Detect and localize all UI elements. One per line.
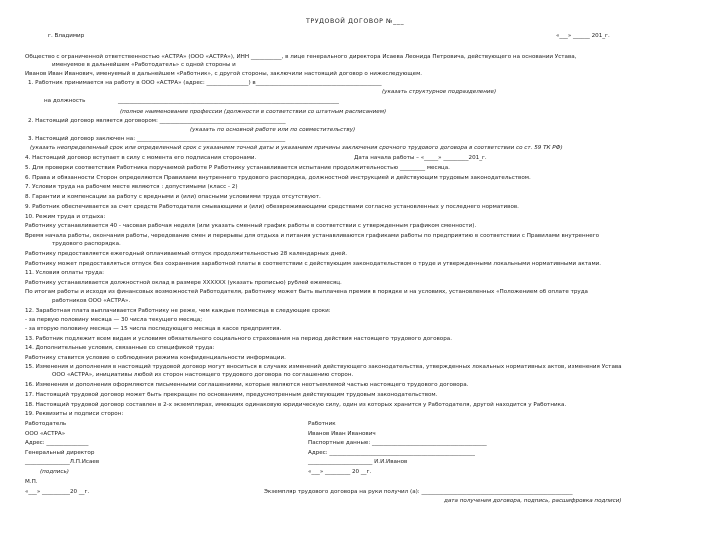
position-hint: (полное наименование профессии (должности в соответствии со штатным расписанием) — [120, 109, 387, 115]
employer-signature: ________________Л.П.Исаев — [25, 459, 100, 465]
document-title: ТРУДОВОЙ ДОГОВОР №___ — [306, 18, 405, 25]
clause-2-hint: (указать по основной работе или по совместительству) — [190, 127, 356, 133]
clause-10-d: Работнику может предоставляться отпуск без сохранения заработной платы в соответствии с действующим законодательством о труде и утвержденными локальными нормативными актами. — [25, 261, 602, 267]
clause-10-c: Работнику предоставляется ежегодный оплачиваемый отпуск продолжительностью 28 календарных дней. — [25, 251, 348, 257]
employer-director: Генеральный директор — [25, 450, 95, 456]
clause-3: 3. Настоящий договор заключен на: _____________________________________________________ — [28, 136, 286, 142]
copy-received: Экземпляр трудового договора на руки получил (а): ______________________________________________________ — [264, 489, 573, 495]
employer-org: ООО «АСТРА» — [25, 431, 66, 437]
employer-address: Адрес: _______________ — [25, 440, 89, 446]
employee-name: Иванов Иван Иванович — [308, 431, 376, 437]
clause-10-b-1: Время начала работы, окончания работы, чередование смен и перерывы для отдыха и питания устанавливаются графиками работы по предприятию в соответствии с Правилами внутреннего — [25, 233, 600, 239]
clause-12-a: - за первую половину месяца — 30 числа текущего месяца; — [25, 317, 203, 323]
clause-4: 4. Настоящий договор вступает в силу с момента его подписания сторонами. — [25, 155, 257, 161]
clause-11-b-1: По итогам работы и исходя из финансовых возможностей Работодателя, работнику может быть выплачена премия в порядке и на условиях, установленных «Положением об оплате труда — [25, 289, 588, 295]
contract-date: «___» ______ 201_г. — [556, 33, 610, 39]
clause-5: 5. Для проверки соответствия Работника поручаемой работе Р Работнику устанавливается испытание продолжительностью _________ месяца. — [25, 165, 450, 171]
clause-14: 14. Дополнительные условия, связанные со спецификой труда: — [25, 345, 215, 351]
employer-stamp: М.П. — [25, 479, 38, 485]
clause-7: 7. Условия труда на рабочем месте являются : допустимыми (класс - 2) — [25, 184, 238, 190]
clause-12-b: - за вторую половину месяца — 15 числа последующего месяца в кассе предприятия. — [25, 326, 282, 332]
clause-15-1: 15. Изменения и дополнения в настоящий трудовой договор могут вноситься в случаях изменений действующего законодательства, утвержденных локальных нормативных актов, изменения Устава — [25, 364, 622, 370]
city: г. Владимир — [48, 33, 85, 39]
clause-8: 8. Гарантии и компенсации за работу с вредными и (или) опасными условиями труда отсутствуют. — [25, 194, 321, 200]
clause-9: 9. Работник обеспечивается за счет средств Работодателя смывающими и (или) обезвреживающими средствами согласно установленных у последнего нормативов. — [25, 204, 519, 210]
clause-3-hint: (указать неопределенный срок или определенный срок с указанием точной даты и указанием причины заключения срочного трудового договора в соответствии со ст. 59 ТК РФ) — [30, 145, 563, 151]
clause-2: 2. Настоящий договор является договором: _____________________________________________ — [28, 118, 286, 124]
start-date: Дата начала работы – «_____» _________201_г. — [354, 155, 487, 161]
clause-13: 13. Работник подлежит всем видам и условиям обязательного социального страхования на период действия настоящего трудового договора. — [25, 336, 452, 342]
intro-line-1: Общество с ограниченной ответственностью «АСТРА» (ООО «АСТРА»), ИНН ___________, в лице генерального директора Исаева Леонида Петровича, действующего на основании Устава, — [25, 54, 577, 60]
clause-10-a: Работнику устанавливается 40 - часовая рабочая неделя (или указать сменный график работы в соответствии с утвержденным графиком сменности). — [25, 223, 477, 229]
employee-address: Адрес: ____________________________________________________ — [308, 450, 475, 456]
clause-18: 18. Настоящий трудовой договор составлен в 2-х экземплярах, имеющих одинаковую юридическую силу, один из которых хранится у Работодателя, другой находится у Работника. — [25, 402, 567, 408]
clause-6: 6. Права и обязанности Сторон определяются Правилами внутреннего трудового распорядка, должностной инструкцией и действующим трудовым законодательством. — [25, 175, 531, 181]
clause-16: 16. Изменения и дополнения оформляются письменными соглашениями, которые являются неотъемлемой частью настоящего трудового договора. — [25, 382, 469, 388]
copy-received-hint: дата получения договора, подпись, расшифровка подписи) — [444, 498, 622, 504]
intro-line-3: Иванов Иван Иванович, именуемый в дальнейшем «Работник», с другой стороны, заключили настоящий договор о нижеследующем. — [25, 71, 423, 77]
employer-header: Работодатель — [25, 421, 67, 427]
clause-11-b-2: работников ООО «АСТРА». — [52, 298, 131, 304]
clause-11-a: Работнику устанавливается должностной оклад в размере XXXXXX (указать прописью) рублей ежемесяц. — [25, 280, 342, 286]
position-label: на должность — [44, 98, 86, 104]
clause-10: 10. Режим труда и отдыха: — [25, 214, 106, 220]
clause-17: 17. Настоящий трудовой договор может быть прекращен по основаниям, предусмотренным действующим трудовым законодательством. — [25, 392, 438, 398]
employer-signature-hint: (подпись) — [40, 469, 69, 475]
clause-1-hint: (указать структурное подразделение) — [382, 89, 497, 95]
employer-sign-date: «___» __________20 __г. — [25, 489, 90, 495]
clause-1: 1. Работник принимается на работу в ООО «АСТРА» (адрес: _______________) в_____________________________________________ — [28, 80, 382, 86]
clause-10-b-2: трудового распорядка. — [52, 241, 121, 247]
clause-12: 12. Заработная плата выплачивается Работнику не реже, чем каждые полмесяца в следующие сроки: — [25, 308, 331, 314]
intro-line-2: именуемое в дальнейшем «Работодатель» с одной стороны и — [52, 62, 236, 68]
employee-signature: _______________________ И.И.Иванов — [308, 459, 408, 465]
employee-passport: Паспортные данные: _________________________________________ — [308, 440, 487, 446]
clause-14-a: Работнику ставится условие о соблюдении режима конфиденциальности информации. — [25, 355, 286, 361]
clause-11: 11. Условия оплаты труда: — [25, 270, 105, 276]
employee-sign-date: «___» _________ 20 __г. — [308, 469, 372, 475]
position-line: _______________________________________________________________________________ — [118, 98, 339, 104]
employee-header: Работник — [308, 421, 336, 427]
clause-19: 19. Реквизиты и подписи сторон: — [25, 411, 124, 417]
clause-15-2: ООО «АСТРА», инициативы любой из сторон настоящего трудового договора по соглашению сторон. — [52, 372, 354, 378]
